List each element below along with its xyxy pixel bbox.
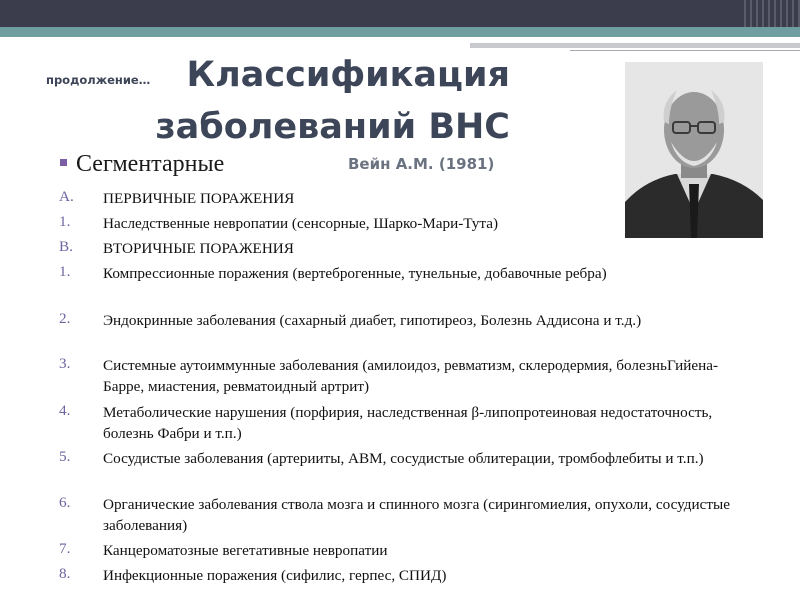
page-title-line-2: заболеваний ВНС bbox=[155, 107, 510, 147]
list-marker: 2. bbox=[59, 310, 71, 327]
list-marker: 5. bbox=[59, 448, 71, 465]
list-marker: 8. bbox=[59, 565, 71, 582]
continuation-label: продолжение… bbox=[46, 73, 151, 87]
list-item-text: ПЕРВИЧНЫЕ ПОРАЖЕНИЯ bbox=[103, 190, 295, 207]
author-citation: Вейн А.М. (1981) bbox=[348, 155, 495, 173]
list-marker: 1. bbox=[59, 263, 71, 280]
list-item-text: Эндокринные заболевания (сахарный диабет, гипотиреоз, Болезнь Аддисона и т.д.) bbox=[103, 312, 642, 329]
list-marker: 4. bbox=[59, 402, 71, 419]
list-item-text: ВТОРИЧНЫЕ ПОРАЖЕНИЯ bbox=[103, 240, 294, 257]
list-marker: 6. bbox=[59, 494, 71, 511]
header-band bbox=[0, 0, 800, 27]
list-item-text: Компрессионные поражения (вертеброгенные, тунельные, добавочные ребра) bbox=[103, 265, 607, 282]
accent-stripe-grey bbox=[470, 43, 800, 48]
list-item-text: Инфекционные поражения (сифилис, герпес, СПИД) bbox=[103, 567, 447, 584]
page-title-line-1: Классификация bbox=[186, 55, 510, 95]
list-marker: 1. bbox=[59, 213, 71, 230]
list-marker: A. bbox=[59, 188, 74, 205]
list-item-text: Наследственные невропатии (сенсорные, Шарко-Мари-Тута) bbox=[103, 215, 499, 232]
list-item-text: Метаболические нарушения (порфирия, наследственная β-липопротеиновая недостаточность, болезнь Фабри и т.п.) bbox=[103, 404, 713, 442]
accent-stripe bbox=[0, 27, 800, 37]
accent-stripe-line bbox=[570, 50, 800, 51]
list-item-text: Органические заболевания ствола мозга и спинного мозга (сирингомиелия, опухоли, сосудистые заболевания) bbox=[103, 496, 730, 534]
main-bullet-label: Сегментарные bbox=[76, 151, 225, 177]
list-marker: 3. bbox=[59, 355, 71, 372]
list-item-text: Канцероматозные вегетативные невропатии bbox=[103, 542, 388, 559]
list-item-text: Системные аутоиммунные заболевания (амилоидоз, ревматизм, склеродермия, болезньГийена-Барре, миастения, ревматоидный артрит) bbox=[103, 357, 719, 395]
main-bullet bbox=[60, 151, 224, 178]
portrait-photo bbox=[625, 62, 763, 238]
list-marker: 7. bbox=[59, 540, 71, 557]
list-item-text: Сосудистые заболевания (артерииты, АВМ, сосудистые облитерации, тромбофлебиты и т.п.) bbox=[103, 450, 704, 467]
list-marker: B. bbox=[59, 238, 73, 255]
bullet-square-icon bbox=[60, 159, 67, 166]
